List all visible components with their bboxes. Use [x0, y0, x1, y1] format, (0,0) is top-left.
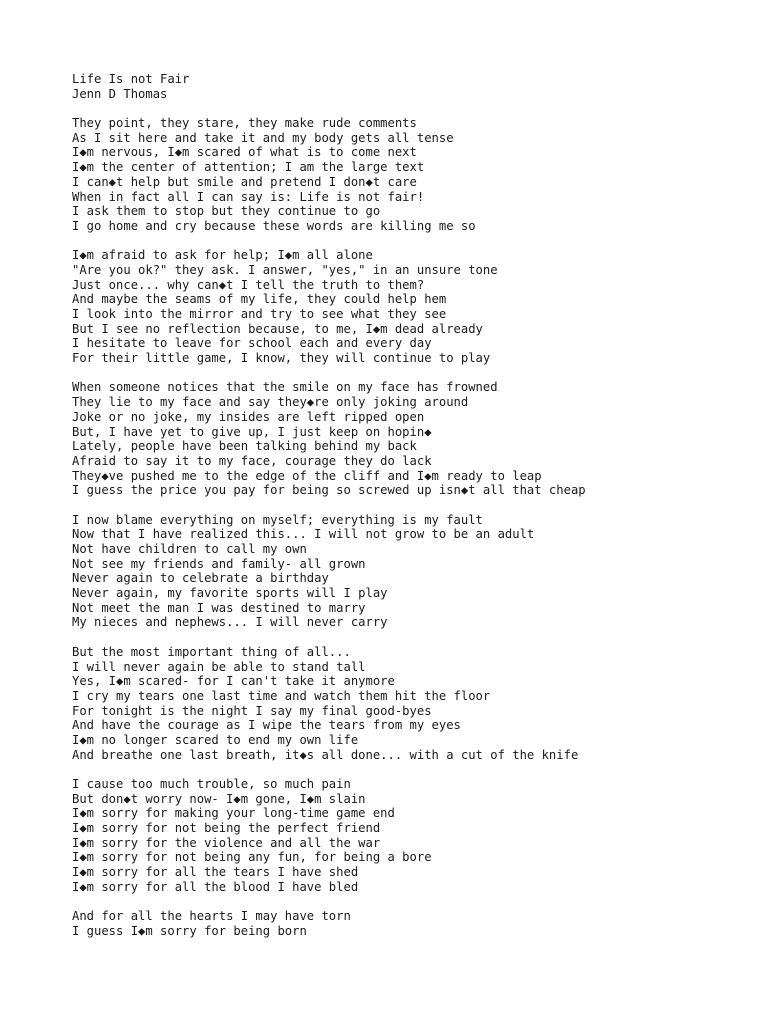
poem-line: I◆m no longer scared to end my own life [72, 732, 359, 747]
poem-line: Not meet the man I was destined to marry [72, 600, 366, 615]
poem-line: I hesitate to leave for school each and every day [72, 336, 432, 351]
poem-line: I◆m sorry for the violence and all the war [72, 835, 381, 850]
poem-header [72, 72, 752, 101]
stanza-2 [72, 248, 752, 366]
poem-line: They◆ve pushed me to the edge of the cliff and I◆m ready to leap [72, 468, 542, 483]
stanza-7 [72, 909, 752, 938]
poem-line: Yes, I◆m scared- for I can't take it anymore [72, 674, 395, 689]
poem-line: Afraid to say it to my face, courage they do lack [72, 453, 432, 468]
poem-line: And for all the hearts I may have torn [72, 909, 351, 924]
poem-line: And have the courage as I wipe the tears from my eyes [72, 718, 461, 733]
poem-line: When someone notices that the smile on my face has frowned [72, 380, 498, 395]
stanza-4 [72, 513, 752, 631]
poem-line: Not have children to call my own [72, 542, 307, 556]
poem-line: And breathe one last breath, it◆s all done... with a cut of the knife [72, 747, 579, 762]
poem-line: For their little game, I know, they will continue to play [72, 351, 491, 366]
poem-line: I◆m sorry for not being any fun, for being a bore [72, 850, 432, 865]
stanza-3 [72, 380, 752, 498]
poem-line: They lie to my face and say they◆re only joking around [72, 395, 469, 410]
stanza-6 [72, 777, 752, 895]
poem-title: Life Is not Fair [72, 72, 190, 86]
poem-line: When in fact all I can say is: Life is not fair! [72, 189, 425, 204]
poem-line: I cause too much trouble, so much pain [72, 777, 351, 791]
poem-line: My nieces and nephews... I will never carry [72, 615, 388, 630]
poem-document [72, 72, 752, 953]
poem-line: But the most important thing of all... [72, 644, 351, 659]
poem-line: I guess I◆m sorry for being born [72, 923, 307, 938]
poem-line: I◆m sorry for not being the perfect friend [72, 821, 381, 836]
poem-line: But I see no reflection because, to me, I◆m dead already [72, 321, 483, 336]
poem-line: Just once... why can◆t I tell the truth to them? [72, 277, 425, 292]
poem-line: Now that I have realized this... I will not grow to be an adult [72, 527, 535, 542]
poem-line: Joke or no joke, my insides are left ripped open [72, 409, 425, 424]
poem-line: I can◆t help but smile and pretend I don◆t care [72, 174, 417, 189]
poem-line: I◆m the center of attention; I am the large text [72, 160, 425, 175]
poem-line: "Are you ok?" they ask. I answer, "yes," in an unsure tone [72, 262, 498, 277]
poem-line: I look into the mirror and try to see what they see [72, 307, 447, 321]
poem-line: I ask them to stop but they continue to go [72, 204, 381, 219]
poem-line: I◆m afraid to ask for help; I◆m all alone [72, 248, 373, 263]
poem-author: Jenn D Thomas [72, 86, 168, 101]
poem-line: Never again, my favorite sports will I play [72, 586, 388, 601]
poem-line: I◆m nervous, I◆m scared of what is to come next [72, 145, 417, 160]
poem-line: Never again to celebrate a birthday [72, 571, 329, 586]
poem-line: But, I have yet to give up, I just keep on hopin◆ [72, 424, 432, 439]
poem-line: And maybe the seams of my life, they could help hem [72, 292, 447, 307]
poem-line: I◆m sorry for all the tears I have shed [72, 865, 359, 880]
poem-line: I cry my tears one last time and watch them hit the floor [72, 688, 491, 703]
poem-line: As I sit here and take it and my body gets all tense [72, 130, 454, 145]
poem-line: For tonight is the night I say my final good-byes [72, 703, 432, 718]
poem-line: I◆m sorry for making your long-time game end [72, 806, 395, 821]
poem-line: I◆m sorry for all the blood I have bled [72, 879, 359, 894]
poem-line: Not see my friends and family- all grown [72, 556, 366, 571]
poem-line: I guess the price you pay for being so screwed up isn◆t all that cheap [72, 483, 586, 498]
poem-line: Lately, people have been talking behind my back [72, 439, 417, 454]
stanza-1 [72, 116, 752, 234]
poem-line: I now blame everything on myself; everything is my fault [72, 512, 483, 527]
stanza-5 [72, 645, 752, 763]
poem-line: I will never again be able to stand tall [72, 659, 366, 674]
poem-line: They point, they stare, they make rude comments [72, 116, 417, 131]
poem-line: I go home and cry because these words are killing me so [72, 218, 476, 233]
poem-line: But don◆t worry now- I◆m gone, I◆m slain [72, 791, 366, 806]
